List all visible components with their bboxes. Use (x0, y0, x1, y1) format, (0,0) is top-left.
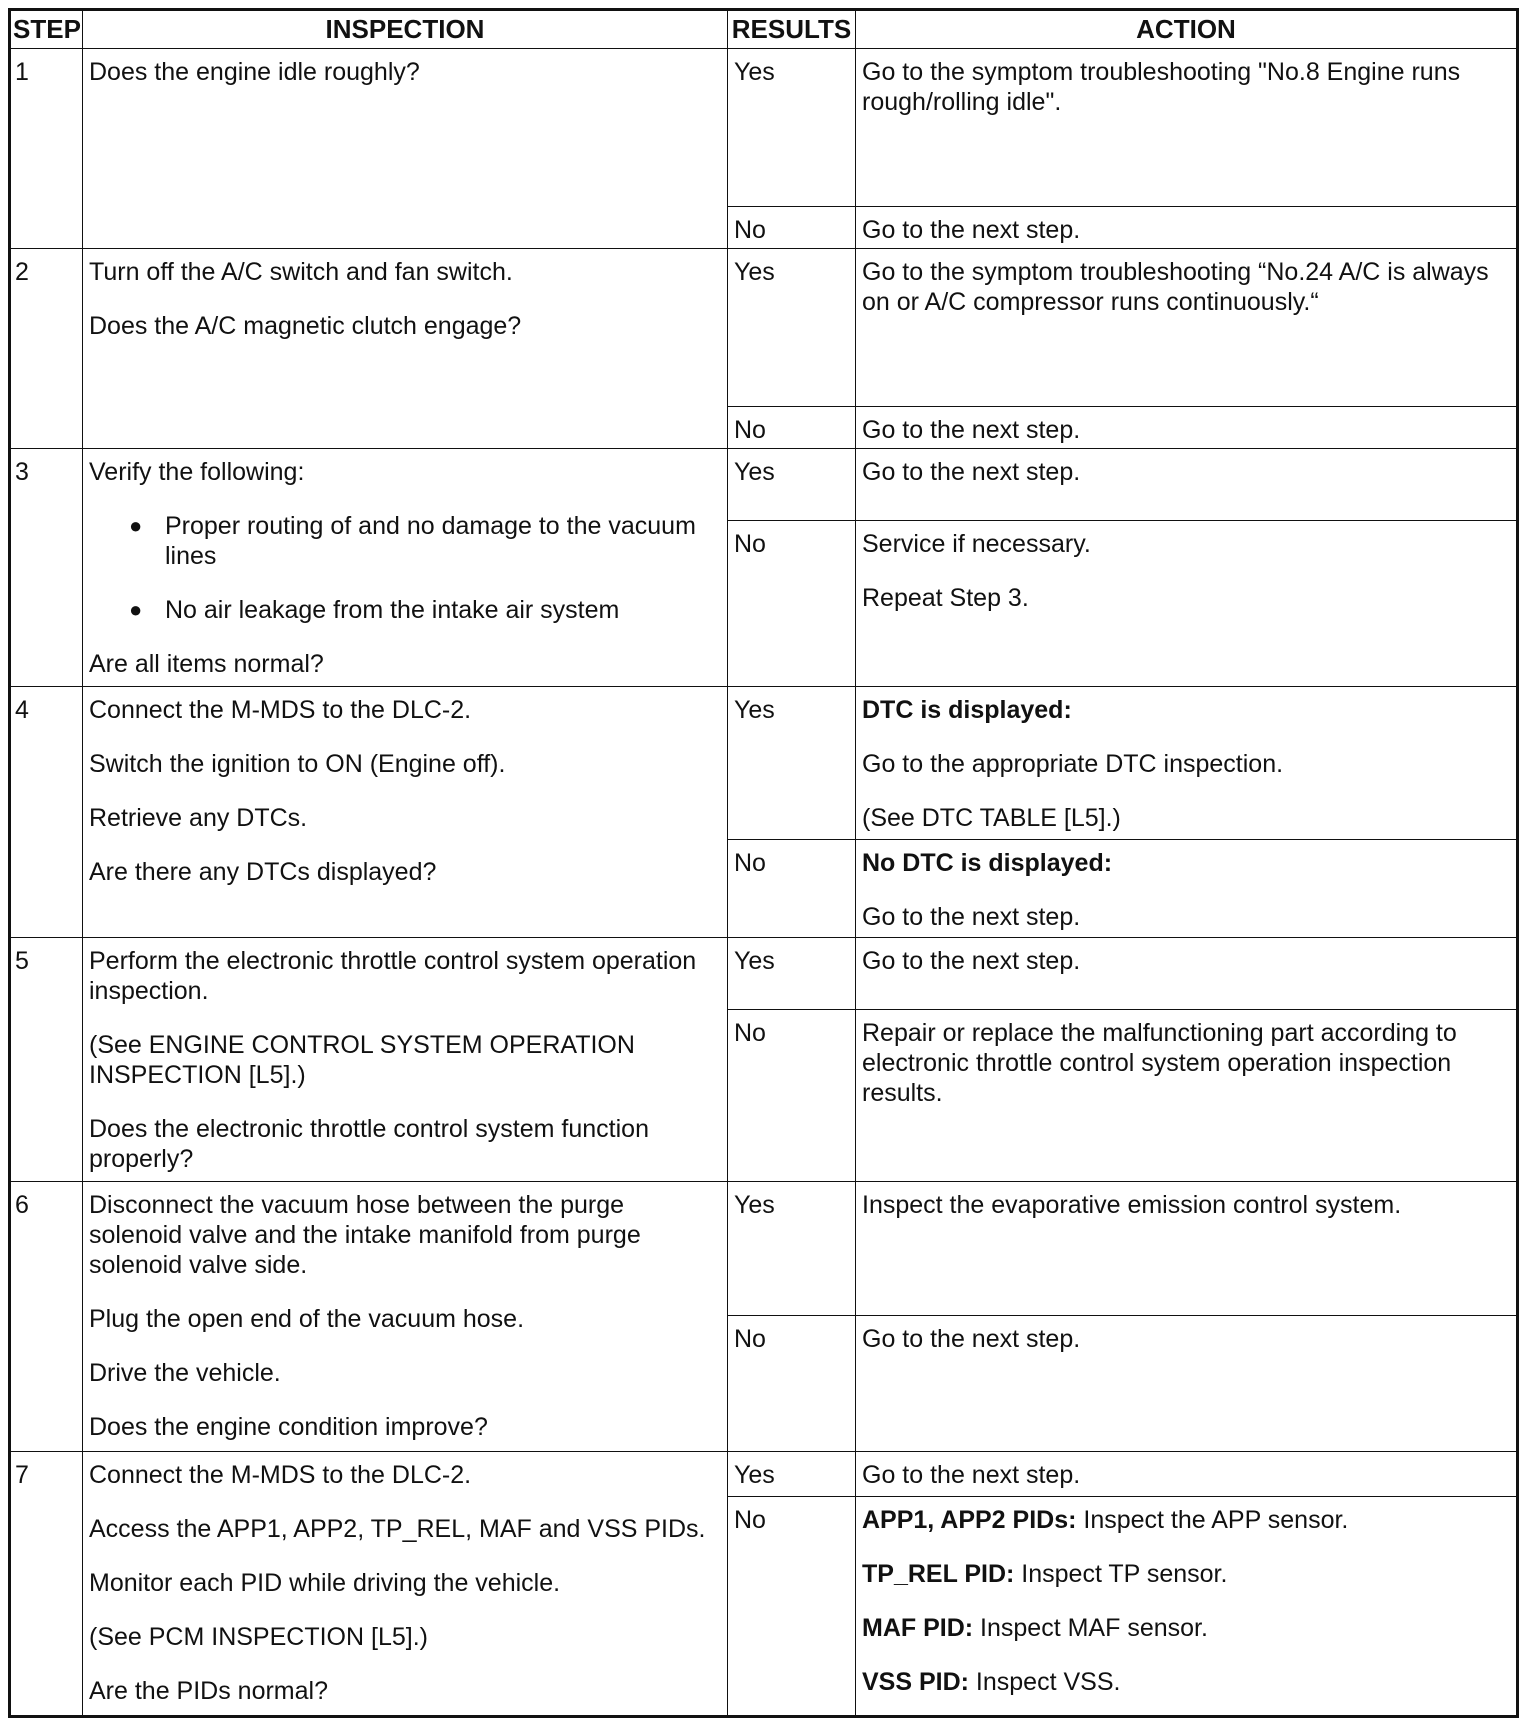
action-yes (856, 1452, 1518, 1497)
table-row (10, 687, 1518, 840)
header-results: RESULTS (728, 10, 856, 49)
action-text: (See DTC TABLE [L5].) (862, 804, 1121, 832)
result-no: No (728, 840, 856, 938)
step-number: 6 (10, 1182, 83, 1452)
action-text: Repeat Step 3. (862, 584, 1029, 612)
action-item-label: TP_REL PID: (862, 1560, 1015, 1588)
action-heading: No DTC is displayed: (862, 849, 1113, 877)
inspection-cell (83, 1182, 728, 1452)
step-number: 3 (10, 449, 83, 687)
action-yes (856, 1182, 1518, 1316)
action-item-label: VSS PID: (862, 1668, 969, 1696)
table-row (10, 1182, 1518, 1316)
action-item-text: Inspect MAF sensor. (973, 1614, 1208, 1642)
action-yes (856, 249, 1518, 407)
inspection-cell (83, 1452, 728, 1717)
inspection-question: Are all items normal? (89, 650, 324, 678)
result-yes: Yes (728, 249, 856, 407)
bullet-item: ● Proper routing of and no damage to the vacuum lines (129, 512, 696, 570)
action-text: Go to the next step. (862, 416, 1081, 444)
result-yes: Yes (728, 1452, 856, 1497)
action-item (862, 1505, 1510, 1535)
step-number: 4 (10, 687, 83, 938)
inspection-cell (83, 249, 728, 449)
action-item-text: Inspect the APP sensor. (1076, 1506, 1349, 1534)
action-yes (856, 449, 1518, 521)
troubleshooting-table (8, 8, 1519, 1718)
action-yes (856, 938, 1518, 1010)
inspection-text: (See ENGINE CONTROL SYSTEM OPERATION INSPECTION [L5].) (89, 1031, 635, 1089)
result-yes: Yes (728, 449, 856, 521)
result-no: No (728, 1316, 856, 1452)
action-text: Go to the next step. (862, 903, 1081, 931)
inspection-text: Verify the following: (89, 458, 305, 486)
action-no (856, 1010, 1518, 1182)
table-row (10, 938, 1518, 1010)
action-text: Go to the next step. (862, 1325, 1081, 1353)
inspection-cell (83, 49, 728, 249)
action-no (856, 1497, 1518, 1717)
action-text: Go to the appropriate DTC inspection. (862, 750, 1284, 778)
header-row (10, 10, 1518, 49)
inspection-text: Connect the M-MDS to the DLC-2. (89, 696, 472, 724)
action-item-text: Inspect TP sensor. (1014, 1560, 1228, 1588)
action-text: Repair or replace the malfunctioning part according to electronic throttle control system operation inspection results. (862, 1019, 1457, 1107)
result-no: No (728, 521, 856, 687)
inspection-text: Are there any DTCs displayed? (89, 858, 437, 886)
result-no: No (728, 1010, 856, 1182)
result-yes: Yes (728, 49, 856, 207)
result-no: No (728, 407, 856, 449)
action-item (862, 1613, 1510, 1643)
result-no: No (728, 1497, 856, 1717)
bullet-icon: ● (129, 513, 143, 538)
table-row (10, 249, 1518, 407)
action-text: Go to the next step. (862, 947, 1081, 975)
step-number: 5 (10, 938, 83, 1182)
result-yes: Yes (728, 938, 856, 1010)
action-yes (856, 687, 1518, 840)
action-item-label: APP1, APP2 PIDs: (862, 1506, 1077, 1534)
inspection-text: Access the APP1, APP2, TP_REL, MAF and VSS PIDs. (89, 1515, 706, 1543)
inspection-text: Switch the ignition to ON (Engine off). (89, 750, 506, 778)
action-text: Go to the next step. (862, 458, 1081, 486)
action-text: Service if necessary. (862, 530, 1091, 558)
inspection-text: Does the A/C magnetic clutch engage? (89, 312, 522, 340)
action-text: Go to the next step. (862, 1461, 1081, 1489)
table-row (10, 49, 1518, 207)
inspection-text: Drive the vehicle. (89, 1359, 281, 1387)
inspection-text: Does the engine condition improve? (89, 1413, 488, 1441)
action-item (862, 1559, 1510, 1589)
inspection-text: Perform the electronic throttle control system operation inspection. (89, 947, 697, 1005)
inspection-text: Turn off the A/C switch and fan switch. (89, 258, 513, 286)
inspection-cell (83, 687, 728, 938)
inspection-text: Does the electronic throttle control system function properly? (89, 1115, 649, 1173)
table-row (10, 1452, 1518, 1497)
inspection-text: Disconnect the vacuum hose between the purge solenoid valve and the intake manifold from purge solenoid valve side. (89, 1191, 641, 1279)
inspection-text: (See PCM INSPECTION [L5].) (89, 1623, 428, 1651)
step-number: 7 (10, 1452, 83, 1717)
step-number: 1 (10, 49, 83, 249)
action-text: Inspect the evaporative emission control system. (862, 1191, 1402, 1219)
table-row (10, 449, 1518, 521)
header-action: ACTION (856, 10, 1518, 49)
inspection-text: Are the PIDs normal? (89, 1677, 328, 1705)
inspection-text: Monitor each PID while driving the vehicle. (89, 1569, 561, 1597)
action-no (856, 207, 1518, 249)
bullet-icon: ● (129, 597, 143, 622)
action-item-label: MAF PID: (862, 1614, 974, 1642)
action-no (856, 521, 1518, 687)
inspection-text: Does the engine idle roughly? (89, 58, 420, 86)
action-heading: DTC is displayed: (862, 696, 1072, 724)
action-no (856, 1316, 1518, 1452)
action-text: Go to the symptom troubleshooting “No.24 A/C is always on or A/C compressor runs continuously.“ (862, 258, 1489, 316)
action-no (856, 407, 1518, 449)
bullet-item: ● No air leakage from the intake air system (129, 596, 620, 624)
action-item (862, 1667, 1510, 1697)
result-yes: Yes (728, 1182, 856, 1316)
header-inspection: INSPECTION (83, 10, 728, 49)
action-yes (856, 49, 1518, 207)
inspection-cell (83, 938, 728, 1182)
inspection-text: Retrieve any DTCs. (89, 804, 308, 832)
inspection-text: Connect the M-MDS to the DLC-2. (89, 1461, 472, 1489)
step-number: 2 (10, 249, 83, 449)
result-no: No (728, 207, 856, 249)
result-yes: Yes (728, 687, 856, 840)
header-step: STEP (10, 10, 83, 49)
action-text: Go to the next step. (862, 216, 1081, 244)
troubleshooting-table-page (8, 8, 1519, 1718)
action-text: Go to the symptom troubleshooting "No.8 Engine runs rough/rolling idle". (862, 58, 1461, 116)
action-no (856, 840, 1518, 938)
inspection-text: Plug the open end of the vacuum hose. (89, 1305, 525, 1333)
action-item-text: Inspect VSS. (968, 1668, 1121, 1696)
inspection-cell (83, 449, 728, 687)
